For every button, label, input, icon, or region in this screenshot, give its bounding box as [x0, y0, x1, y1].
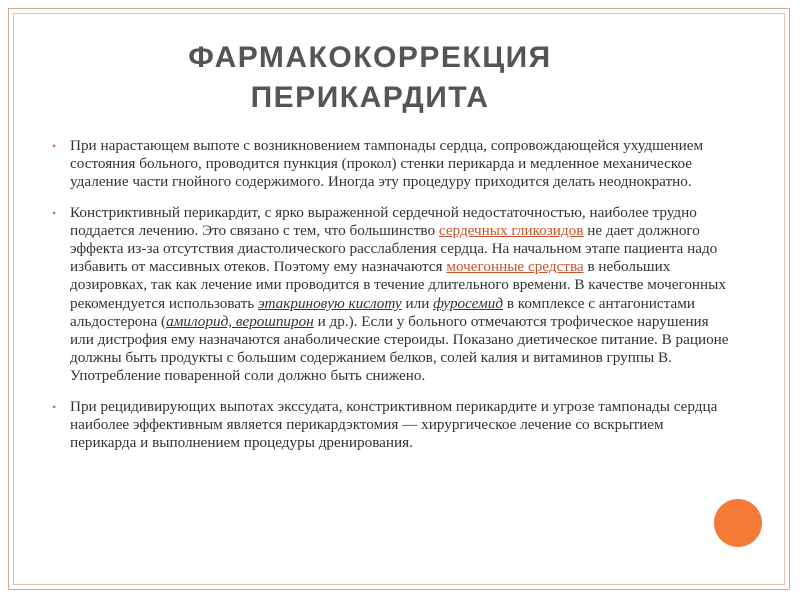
- bullet-icon: •: [52, 139, 57, 153]
- bullet-icon: •: [52, 205, 57, 220]
- paragraph-text: в комплексе с антагонистами альдостерона (: [70, 294, 695, 330]
- slide-title: [0, 38, 740, 118]
- paragraph-text: При нарастающем выпоте с возникновением тампонады сердца, сопровождающейся ухудшением состояния больного, проводится пункция (прокол) стенки перикарда и медленное механическое удаление части гнойного содержимого. Иногда эту процедуру приходится делать неоднократно.: [70, 137, 704, 191]
- title-line-1: ФАРМАКОКОРРЕКЦИЯ: [188, 41, 552, 74]
- slide-content: [52, 137, 732, 464]
- paragraph-text: и др.). Если у больного отмечаются трофическое нарушения или дистрофия ему назначаются анаболические стероиды. Показано диетическое питание. В рационе должны быть продукты с большим содержанием белков, солей калия и витаминов группы В. Употребление поваренной соли должно быть снижено.: [70, 312, 729, 385]
- title-line-2: ПЕРИКАРДИТА: [250, 81, 490, 114]
- link-ethacrynic-acid[interactable]: этакриновую кислоту: [258, 294, 402, 312]
- paragraph-text: в небольших дозировках, так как лечение ими проводится в течение длительного времени. В качестве мочегонных рекомендуется использовать: [70, 258, 726, 312]
- link-diuretics[interactable]: мочегонные средства: [446, 258, 584, 276]
- bullet-icon: •: [52, 399, 57, 414]
- decorative-circle: [714, 499, 762, 547]
- bullet-paragraph-1: [52, 137, 732, 192]
- link-amiloride-veroshpiron[interactable]: амилорид, верошпирон: [166, 312, 314, 330]
- bullet-paragraph-3: [52, 398, 732, 453]
- bullet-paragraph-2: [52, 204, 732, 386]
- link-cardiac-glycosides[interactable]: сердечных гликозидов: [438, 221, 584, 239]
- paragraph-text: Констриктивный перикардит, с ярко выраженной сердечной недостаточностью, наиболее трудно поддается лечению. Это связано с тем, что большинство: [70, 203, 697, 239]
- paragraph-text: не дает должного эффекта из-за отсутствия диастолического расслабления сердца. На начальном этапе пациента надо избавить от массивных отеков. Поэтому ему назначаются: [70, 221, 718, 276]
- link-furosemide[interactable]: фуросемид: [433, 294, 504, 312]
- paragraph-text: При рецидивирующих выпотах экссудата, констриктивном перикардите и угрозе тампонады сердца наиболее эффективным является перикардэктомия — хирургическое лечение со вскрытием перикарда и выполнением процедуры дренирования.: [70, 397, 718, 452]
- paragraph-text: или: [401, 294, 434, 312]
